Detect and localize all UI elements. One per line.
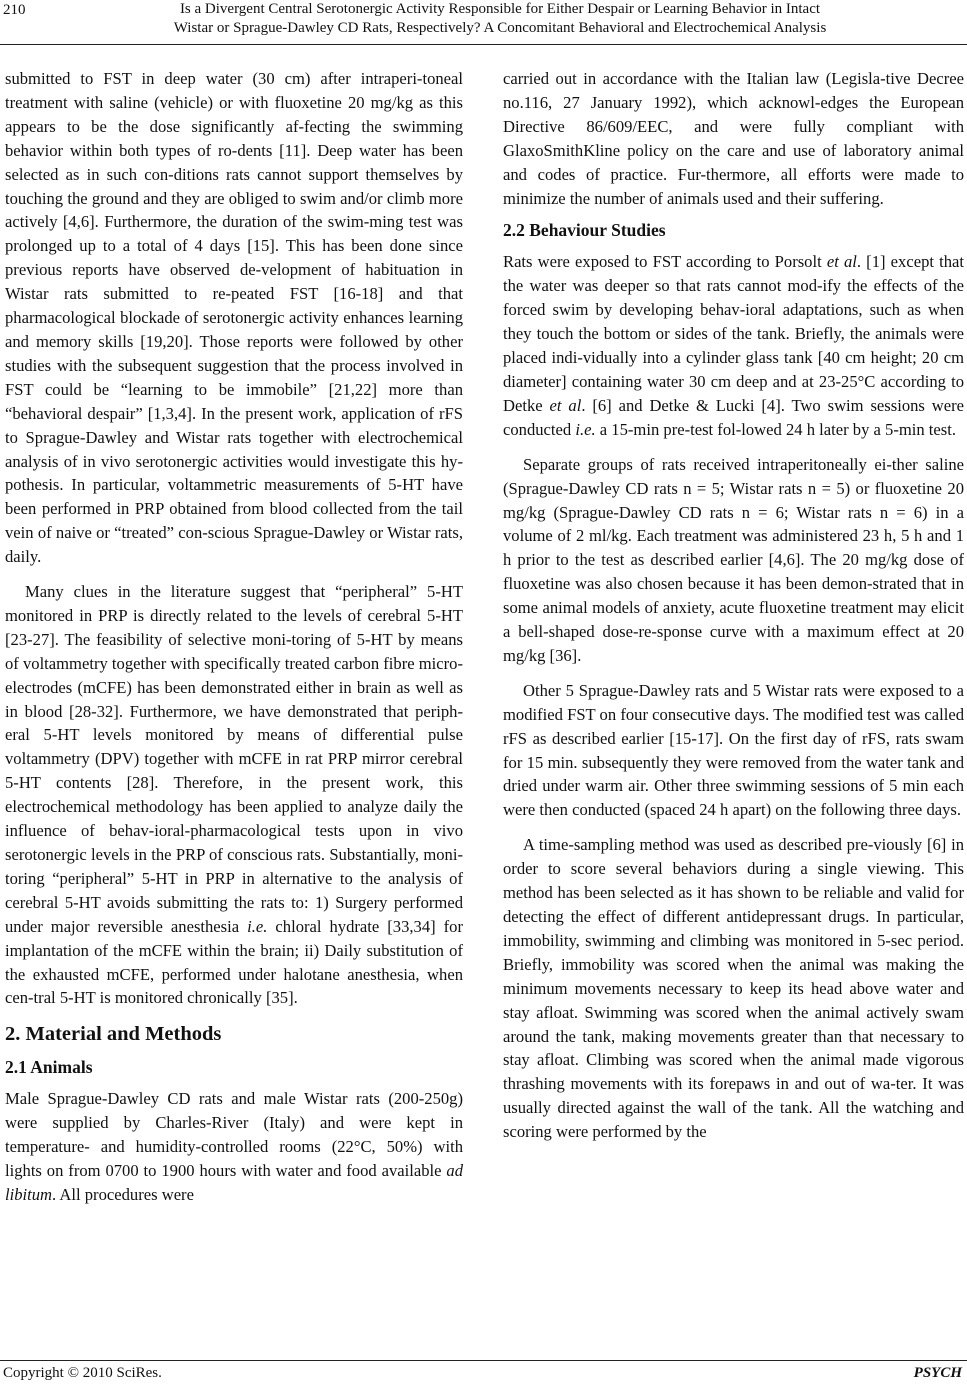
right-column: [503, 67, 964, 1144]
left-column: [5, 67, 463, 1207]
right-paragraph-2-d: a 15-min pre-test fol-lowed 24 h later by a 5-min test.: [599, 419, 957, 439]
right-paragraph-2-c: . [6] and Detke & Lucki [4]. Two swim sessions were conducted: [503, 395, 964, 439]
header-rule: [0, 44, 967, 45]
running-head-line-1: Is a Divergent Central Serotonergic Activity Responsible for Either Despair or Learning Behavior in Intact: [179, 1, 821, 17]
footer-rule: [0, 1360, 967, 1361]
left-paragraph-2-tail: chloral hydrate [33,34] for implantation of the mCFE within the brain; ii) Daily substitution of the exhausted mCFE, performed under halotane anesthesia, when cen-tral 5-HT is monitored chronically [35].: [5, 916, 463, 1008]
running-head: [60, 0, 940, 38]
subsection-heading-behaviour: 2.2 Behaviour Studies: [503, 220, 666, 241]
left-paragraph-3: [5, 1087, 463, 1207]
right-paragraph-5: A time-sampling method was used as described pre-viously [6] in order to score several behaviors during a single viewing. This method has been selected as it has shown to be reliable and valid for detecting the effect of different antidepressant drugs. In particular, immobility, swimming and climbing was monitored in 5-sec period. Briefly, immobility was scored when the animal was making the minimum movements necessary to keep its head above water and stay afloat. Swimming was scored when the animal actively swam around the tank, making movements greater than that necessary to stay afloat. Climbing was scored when the animal made vigorous thrashing movements with its forepaws in and out of wa-ter. It was usually directed against the wall of the tank. All the watching and scoring were performed by the: [503, 835, 964, 1142]
left-paragraph-3-tail: . All procedures were: [52, 1184, 194, 1204]
left-paragraph-2-text: Many clues in the literature suggest that “peripheral” 5-HT monitored in PRP is directly related to the levels of cerebral 5-HT [23-27]. The feasibility of selective moni-toring of 5-HT by means of voltammetry together with specifically treated carbon fibre micro-electrodes (mCFE) has been demonstrated either in brain as well as in blood [28-32]. Furthermore, we have demonstrated that periph-eral 5-HT levels monitored by means of differential pulse voltammetry (DPV) together with mCFE in rat PRP mirror cerebral 5-HT contents [28]. Therefore, in the present work, this electrochemical methodology has been applied to analyze daily the influence of behav-ioral-pharmacological tests upon in vivo serotonergic levels in the PRP of conscious rats. Substantially, moni-toring “peripheral” 5-HT in PRP in alternative to the analysis of cerebral 5-HT avoids submitting the rats to: 1) Surgery performed under major reversible anesthesia: [5, 582, 463, 936]
journal-name: PSYCH: [913, 1365, 962, 1381]
left-paragraph-3-text: Male Sprague-Dawley CD rats and male Wistar rats (200-250g) were supplied by Charles-River (Italy) and were kept in temperature- and humidity-controlled rooms (22°C, 50%) with lights on from 0700 to 1900 hours with water and food available: [5, 1089, 463, 1181]
right-paragraph-1: carried out in accordance with the Italian law (Legisla-tive Decree no.116, 27 January 1992), which acknowl-edges the European Directive 86/609/EEC, and were fully compliant with GlaxoSmithKline policy on the care and use of laboratory animal and codes of practice. Fur-thermore, all efforts were made to minimize the number of animals used and their suffering.: [503, 69, 964, 208]
copyright: Copyright © 2010 SciRes.: [3, 1365, 162, 1381]
right-paragraph-2-b: . [1] except that the water was deeper so that rats cannot mod-ify the effects of the forced swim by developing behav-ioral adaptations, such as when they touch the bottom or sides of the tank. Briefly, the animals were placed indi-vidually into a cylinder glass tank [40 cm height; 20 cm diameter] containing water 30 cm deep and at 23-25°C according to Detke: [503, 252, 965, 415]
right-paragraph-2-a: Rats were exposed to FST according to Porsolt: [503, 252, 822, 272]
running-head-line-2: Wistar or Sprague-Dawley CD Rats, Respectively? A Concomitant Behavioral and Electrochemical Analysis: [173, 20, 827, 36]
left-paragraph-1: submitted to FST in deep water (30 cm) after intraperi-toneal treatment with saline (vehicle) or with fluoxetine 20 mg/kg as this appears to be the dose significantly af-fecting the swimming behavior within both types of ro-dents [11]. Deep water has been selected as in such con-ditions rats cannot support themselves by touching the ground and they are obliged to swim and/or climb more actively [4,6]. Furthermore, the duration of the swim-ming test was prolonged up to a total of 4 days [15]. This has been done since previous reports have observed de-velopment of habituation in Wistar rats submitted to re-peated FST [16-18] and that pharmacological blockade of serotonergic activity enhances learning and memory skills [19,20]. Those reports were followed by other studies with the subsequent suggestion that the process involved in FST could be “learning to be immobile” [21,22] more than “behavioral despair” [1,3,4]. In the present work, application of rFS to Sprague-Dawley and Wistar rats together with electrochemical analysis of in vivo serotonergic activities would investigate this hy-pothesis. In particular, voltammetric measurements of 5-HT have been performed in PRP obtained from blood collected from the tail vein of naive or “treated” con-scious Sprague-Dawley or Wistar rats, daily.: [5, 69, 463, 567]
right-paragraph-2: [503, 250, 964, 441]
ie-abbrev-2: i.e.: [575, 419, 596, 439]
ie-abbrev: i.e.: [247, 916, 268, 936]
right-paragraph-3: Separate groups of rats received intraperitoneally ei-ther saline (Sprague-Dawley CD rats n = 5; Wistar rats n = 5) or fluoxetine 20 mg/kg (Sprague-Dawley CD rats n = 6; Wistar rats n = 6) in a volume of 2 ml/kg. Each treatment was administered 23 h, 5 h and 1 h prior to the test as described earlier [4,6]. The 20 mg/kg dose of fluoxetine was also chosen because it has been demon-strated that in some animal models of anxiety, acute fluoxetine treatment may elicit a bell-shaped dose-re-sponse curve with a maximum effect at 20 mg/kg [36].: [503, 454, 964, 665]
et-al-1: et al: [826, 252, 857, 272]
left-paragraph-2: [5, 580, 463, 1010]
section-heading: 2. Material and Methods: [5, 1023, 222, 1046]
et-al-2: et al: [549, 395, 582, 415]
page-number: 210: [3, 2, 26, 18]
right-paragraph-4: Other 5 Sprague-Dawley rats and 5 Wistar rats were exposed to a modified FST on four consecutive days. The modified test was called rFS as described earlier [15-17]. On the first day of rFS, rats swam for 15 min. subsequently they were removed from the water tank and dried under warm air. Other three swimming sessions of 5 min each were then conducted (spaced 24 h apart) on the following three days.: [503, 680, 964, 820]
ad-libitum: ad libitum: [5, 1161, 463, 1204]
subsection-heading-animals: 2.1 Animals: [5, 1057, 93, 1078]
